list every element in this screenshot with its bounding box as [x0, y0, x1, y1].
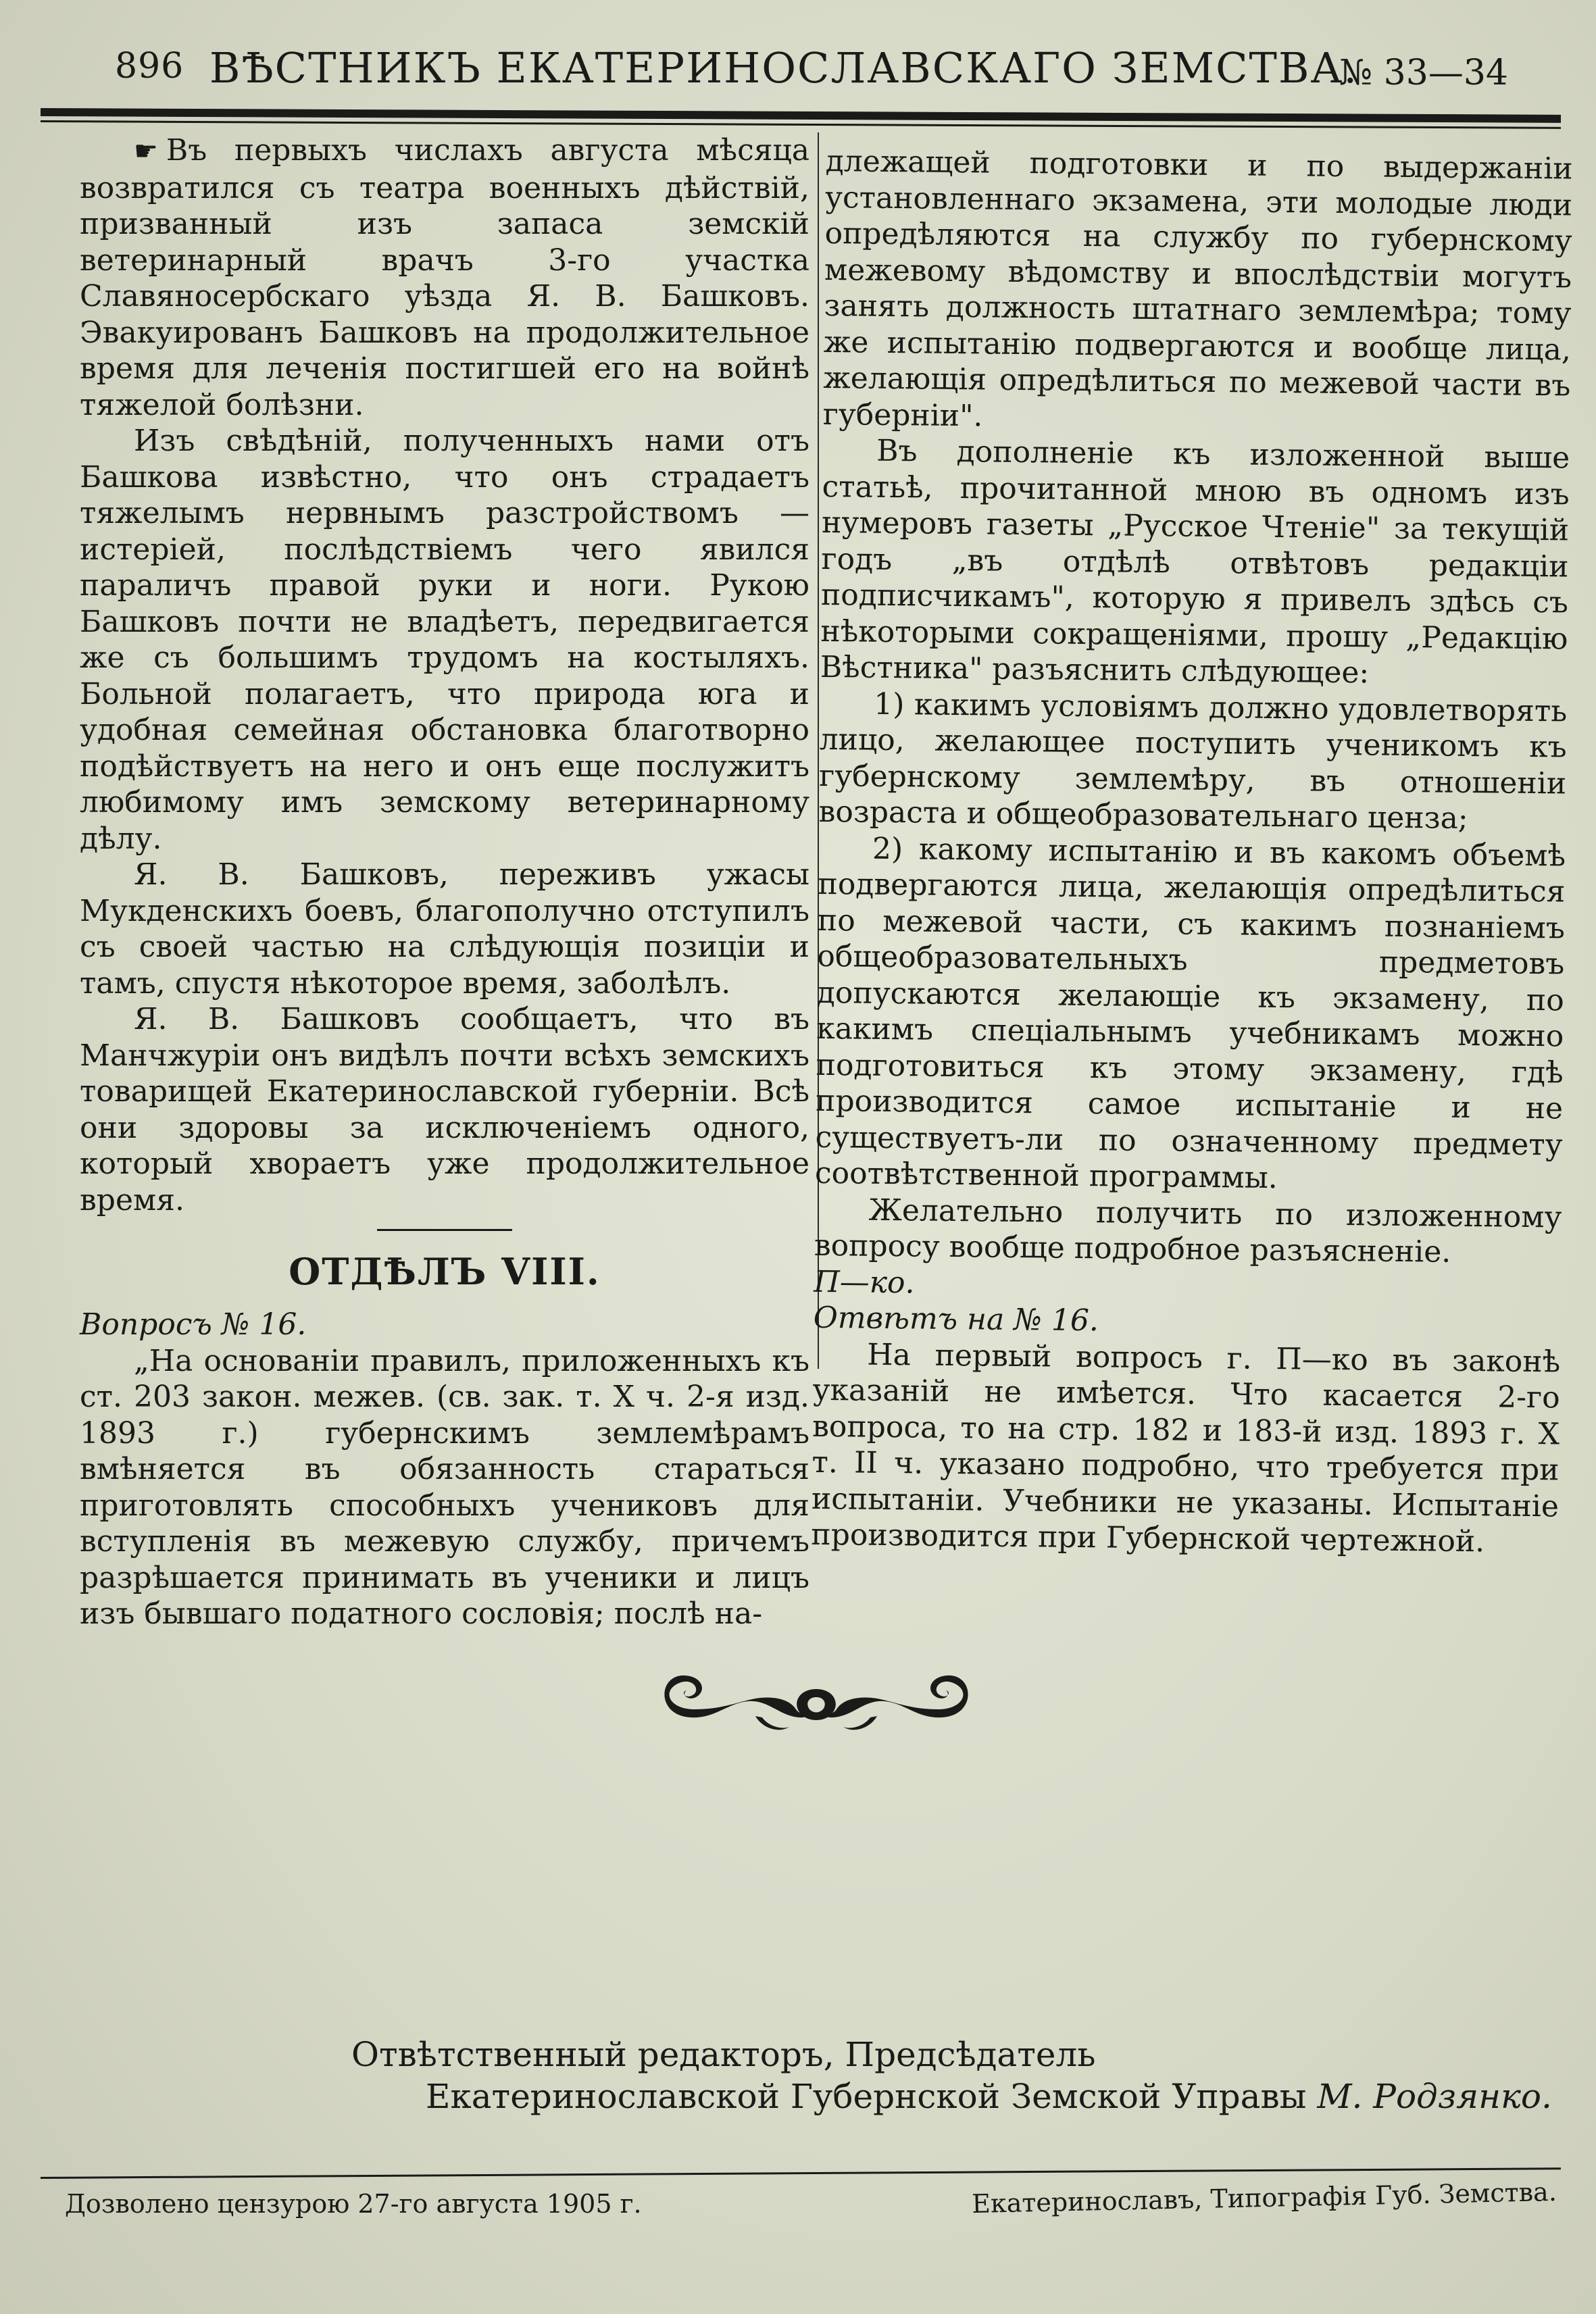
paragraph: Изъ свѣдѣній, полученныхъ нами отъ Башкова извѣстно, что онъ страдаетъ тяжелымъ нервнымъ разстройствомъ — истеріей, послѣдствіемъ чего явился параличъ правой руки и ноги. Рукою Башковъ почти не владѣетъ, передвигается же съ большимъ трудомъ на костыляхъ. Больной полагаетъ, что природа юга и удобная семейная обстановка благотворно подѣйствуетъ на него и онъ еще послужитъ любимому имъ земскому ветеринарному дѣлу.	[80, 424, 809, 856]
editor-line-1: Отвѣтственный редакторъ, Предсѣдатель	[351, 2035, 1096, 2074]
paragraph: Желательно получить по изложенному вопросу вообще подробное разъясненіе.	[814, 1192, 1562, 1269]
footer-rule	[41, 2167, 1561, 2183]
section-divider	[377, 1229, 512, 1231]
printer-note: Екатеринославъ, Типографія Губ. Земства.	[971, 2177, 1557, 2219]
right-column	[811, 143, 1573, 1561]
left-column	[80, 132, 809, 1632]
answer-heading: Отвѣтъ на № 16.	[813, 1300, 1099, 1338]
paragraph: На первый вопросъ г. П—ко въ законѣ указаній не имѣется. Что касается 2-го вопроса, то на стр. 182 и 183-й изд. 1893 г. X т. II ч. указано подробно, что требуется при испытаніи. Учебники не указаны. Испытаніе производится при Губернской чертежной.	[811, 1337, 1561, 1559]
question-signature: П—ко.	[814, 1264, 915, 1300]
paragraph: Я. В. Башковъ сообщаетъ, что въ Манчжуріи онъ видѣлъ почти всѣхъ земскихъ товарищей Екатеринославской губерніи. Всѣ они здоровы за исключеніемъ одного, который хвораетъ уже продолжительное время.	[80, 1002, 809, 1217]
pointing-hand-icon: ☛	[134, 136, 158, 167]
paragraph: длежащей подготовки и по выдержаніи установленнаго экзамена, эти молодые люди опредѣляются на службу по губернскому межевому вѣдомству и впослѣдствіи могутъ занять должность штатнаго землемѣра; тому же испытанію подвергаются и вообще лица, желающія опредѣлиться по межевой части въ губерніи".	[822, 143, 1573, 433]
paragraph: „На основаніи правилъ, приложенныхъ къ ст. 203 закон. межев. (св. зак. т. X ч. 2-я изд. 1893 г.) губернскимъ землемѣрамъ вмѣняется въ обязанность стараться приготовлять способныхъ учениковъ для вступленія въ межевую службу, причемъ разрѣшается принимать въ ученики и лицъ изъ бывшаго податного сословія; послѣ на-	[80, 1343, 809, 1631]
editor-name: М. Родзянко.	[1317, 2077, 1552, 2116]
issue-number: № 33—34	[1339, 53, 1508, 93]
paragraph: Въ дополненіе къ изложенной выше статьѣ, прочитанной мною въ одномъ изъ нумеровъ газеты „Русское Чтеніе" за текущій годъ „въ отдѣлѣ отвѣтовъ редакціи подписчикамъ", которую я привелъ здѣсь съ нѣкоторыми сокращеніями, прошу „Редакцію Вѣстника" разъяснить слѣдующее:	[820, 433, 1570, 690]
ornament-icon	[654, 1669, 978, 1743]
paragraph: 1) какимъ условіямъ должно удовлетворять лицо, желающее поступить ученикомъ къ губернскому землемѣру, въ отношеніи возраста и общеобразовательнаго ценза;	[818, 686, 1568, 836]
section-heading: ОТДѢЛЪ VIII.	[289, 1250, 601, 1293]
question-heading: Вопросъ № 16.	[80, 1307, 307, 1342]
page-number: 896	[115, 46, 184, 86]
censor-note: Дозволено цензурою 27-го августа 1905 г.	[65, 2189, 642, 2219]
paragraph: ☛ Въ первыхъ числахъ августа мѣсяца возвратился съ театра военныхъ дѣйствій, призванный изъ запаса земскій ветеринарный врачъ 3-го участка Славяносербскаго уѣзда Я. В. Башковъ. Эвакуированъ Башковъ на продолжительное время для леченія постигшей его на войнѣ тяжелой болѣзни.	[80, 133, 809, 422]
paragraph: Я. В. Башковъ, переживъ ужасы Мукденскихъ боевъ, благополучно отступилъ съ своей частью на слѣдующія позиціи и тамъ, спустя нѣкоторое время, заболѣлъ.	[80, 857, 809, 1001]
journal-title: ВѢСТНИКЪ ЕКАТЕРИНОСЛАВСКАГО ЗЕМСТВА.	[209, 43, 1359, 93]
paragraph: 2) какому испытанію и въ какомъ объемѣ подвергаются лица, желающія опредѣлиться по межевой части, съ какимъ познаніемъ общеобразовательныхъ предметовъ допускаются желающіе къ экзамену, по какимъ спеціальнымъ учебникамъ можно подготовиться къ этому экзамену, гдѣ производится самое испытаніе и не существуетъ-ли по означенному предмету соотвѣтственной программы.	[814, 831, 1566, 1196]
page-header	[41, 32, 1527, 107]
editor-line-2: Екатеринославской Губернской Земской Управы М. Родзянко.	[426, 2077, 1552, 2116]
